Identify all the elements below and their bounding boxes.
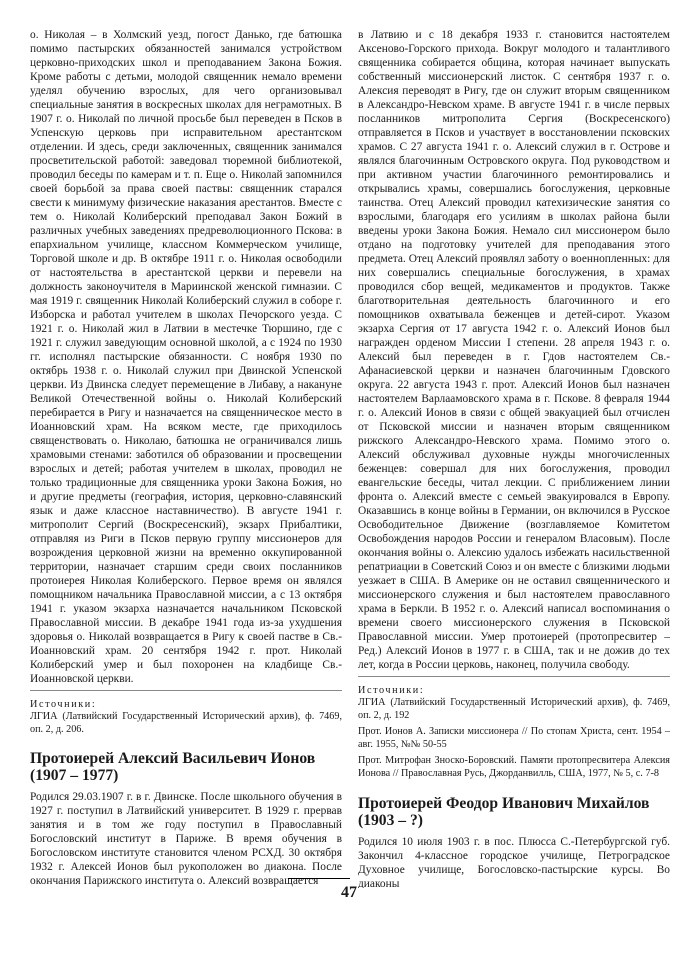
ionov-bio-title: Протоиерей Алексий Васильевич Ионов (1907 – 1977) (30, 750, 316, 785)
kolibersky-bio-text: о. Николая – в Холмский уезд, погост Данько, где батюшка помимо пастырских обязанностей занимался устройством церковно-приходских школ и преподаванием Закона Божия. Кроме работы с детьми, молодой священник немало времени уделял обучению взрослых, для чего организовывал специальные занятия в воскресных школах для неграмотных. В 1907 г. о. Николай по личной просьбе был переведен в Псков в Успенскую церковь при исправительном арестантском отделении. И здесь, среди заключенных, священник занимался просветительской работой: заведовал тюремной библиотекой, проводил беседы по камерам и т. п. Еще о. Николай запомнился своей борьбой за права своей паствы: священник старался свести к минимуму физические наказания арестантов. Вместе с тем о. Николай Колиберский преподавал Закон Божий в различных учебных заведениях предреволюционного Пскова: в епархиальном училище, классном Коммерческом училище, Торговой школе и др. В октябре 1911 г. о. Николая освободили от настоятельства в арестантской церкви и перевели на должность законоучителя в Мариинской женской гимназии. С мая 1919 г. священник Николай Колиберский служил в соборе г. Изборска и работал учителем в школах Печорского уезда. С 1921 г. о. Николай жил в Латвии в местечке Тюршино, где с 1921 г. служил заведующим основной школой, а с 1924 по 1930 гг. исполнял пастырские обязанности. С ноября 1930 по октябрь 1938 г. о. Николай служил при Двинской Успенской церкви. Из Двинска следует перемещение в Либаву, а накануне Великой Отечественной войны о. Николай Колиберский перебирается в Ригу и назначается на священническое место в Иоанновский храм. На всяком месте, где приходилось священствовать о. Николаю, батюшка не ограничивался лишь храмовыми стенами: заботился об образовании и просвещении взрослых и детей; работая учителем в школах, проводил не только традиционные для священника уроки Закона Божия, но и другие предметы (география, история, церковно-славянский язык и даже классное наставничество). В августе 1941 г. митрополит Сергий (Воскресенский), экзарх Прибалтики, отправляя из Риги в Псков первую группу миссионеров для возрождения церковной жизни на временно оккупированной территории, назначает старшим среди своих посланников протоиерея Николая Колиберского. Первое время он являлся помощником начальника Православной миссии, а с 13 октября 1941 г. указом экзарха назначается начальником Псковской Православной миссии. В декабре 1941 года из-за ухудшения здоровья о. Николай возвращается в Ригу к своей пастве в Св.-Иоанновский храм. 20 сентября 1942 г. прот. Николай Колиберский умер и был похоронен на кладбище Св.-Иоанновской церкви. (30, 29, 342, 685)
mikhailov-bio-text: Родился 10 июля 1903 г. в пос. Плюсса С.-Петербургской губ. Закончил 4-классное городское училище, Петроградское Духовное училище, Богословско-пастырские курсы. Во диаконы (358, 835, 670, 888)
page-number: 47 (341, 884, 357, 901)
sources-heading: Источники: (358, 685, 425, 696)
sources-divider (358, 676, 670, 677)
mikhailov-bio-title: Протоиерей Феодор Иванович Михайлов (1903 – ?) (358, 794, 650, 829)
source-item: Прот. Ионов А. Записки миссионера // По стопам Христа, сент. 1954 – авг. 1955, №№ 50-55 (358, 726, 670, 750)
sources-heading: Источники: (30, 699, 97, 710)
document-page (30, 28, 670, 938)
right-column (358, 28, 670, 888)
source-item: ЛГИА (Латвийский Государственный Исторический архив), ф. 7469, оп. 2, д. 206. (30, 711, 342, 735)
ionov-bio-continuation: в Латвию и с 18 декабря 1933 г. становится настоятелем Аксеново-Горского прихода. Вокруг молодого и талантливого священника собирается община, которая начинает выпускать собственный миссионерский листок. С сентября 1937 г. о. Алексия переводят в Ригу, где он служит вторым священником в Александро-Невском храме. В августе 1941 г. в числе первых посланников митрополита Сергия (Воскресенского) отправляется в Псков и участвует в восстановлении псковских храмов. С 27 августа 1941 г. о. Алексий служил в г. Острове и являлся благочинным Островского округа. Под руководством и при активном участии благочинного ремонтировались и открывались храмы, совершались богослужения, церковные таинства. Отец Алексий проводил катехизические занятия со взрослыми, благодаря его усилиям в школах района были введены уроки Закона Божия. Немало сил миссионером было отдано на подготовку учителей для преподавания этого предмета. Отец Алексий проявлял заботу о военнопленных: для них совершались специальные богослужения, в храмах проводился сбор вещей, медикаментов и продуктов. Также благотворительная деятельность благочинного и его помощников охватывала беженцев и детей-сирот. Указом экзарха Сергия от 17 августа 1942 г. о. Алексий Ионов был награжден орденом Миссии I степени. 28 апреля 1943 г. о. Алексий был переведен в г. Гдов настоятелем Св.-Афанасиевской церкви и назначен благочинным Гдовского округа. 22 августа 1943 г. прот. Алексий Ионов был назначен настоятелем Варлаамовского храма в г. Пскове. 8 февраля 1944 г. о. Алексий Ионов в связи с общей эвакуацией был отчислен от Псковской миссии и назначен вторым священником рижского Александро-Невского храма. Помимо этого о. Алексий обслуживал духовные нужды многочисленных беженцев: совершал для них богослужения, проводил евангельские беседы, читал лекции. С приближением линии фронта о. Алексий вместе с семьей эвакуировался в Европу. Оказавшись в конце войны в Германии, он включился в Русское Освободительное Движение (возглавляемое Комитетом Освобождения народов России и генералом Власовым). После окончания войны о. Алексию удалось избежать насильственной репатриации в Советский Союз и он вместе с близкими людьми уезжает в США. В Америке он не оставил священнического и миссионерского служения и был настоятелем православного храма в Беркли. В 1952 г. о. Алексий написал воспоминания о времени своего миссионерского служения в Псковской Православной миссии. Умер протоиерей (протопресвитер – Ред.) Алексий Ионов в 1977 г. в США, так и не дожив до тех лет, когда в России церковь, наконец, получила свободу. (358, 29, 670, 671)
ionov-bio-text: Родился 29.03.1907 г. в г. Двинске. После школьного обучения в 1927 г. поступил в Латвийский университет. В 1929 г. прервав занятия и в том же году поступил в Православный Богословский институт в Париже. В время обучения в Богословском институте становится членом РСХД. 30 октября 1932 г. Алексей Ионов был рукоположен во диакона. После окончания Парижского института о. Алексий возвращается (30, 791, 342, 888)
footer-rule (288, 878, 350, 879)
left-column (30, 28, 342, 888)
source-item: Прот. Митрофан Зноско-Боровский. Памяти протопресвитера Алексия Ионова // Православная Русь, Джорданвилль, США, 1977, № 5, с. 7-8 (358, 755, 670, 779)
source-item: ЛГИА (Латвийский Государственный Исторический архив), ф. 7469, оп. 2, д. 192 (358, 697, 670, 721)
sources-divider (30, 690, 342, 691)
